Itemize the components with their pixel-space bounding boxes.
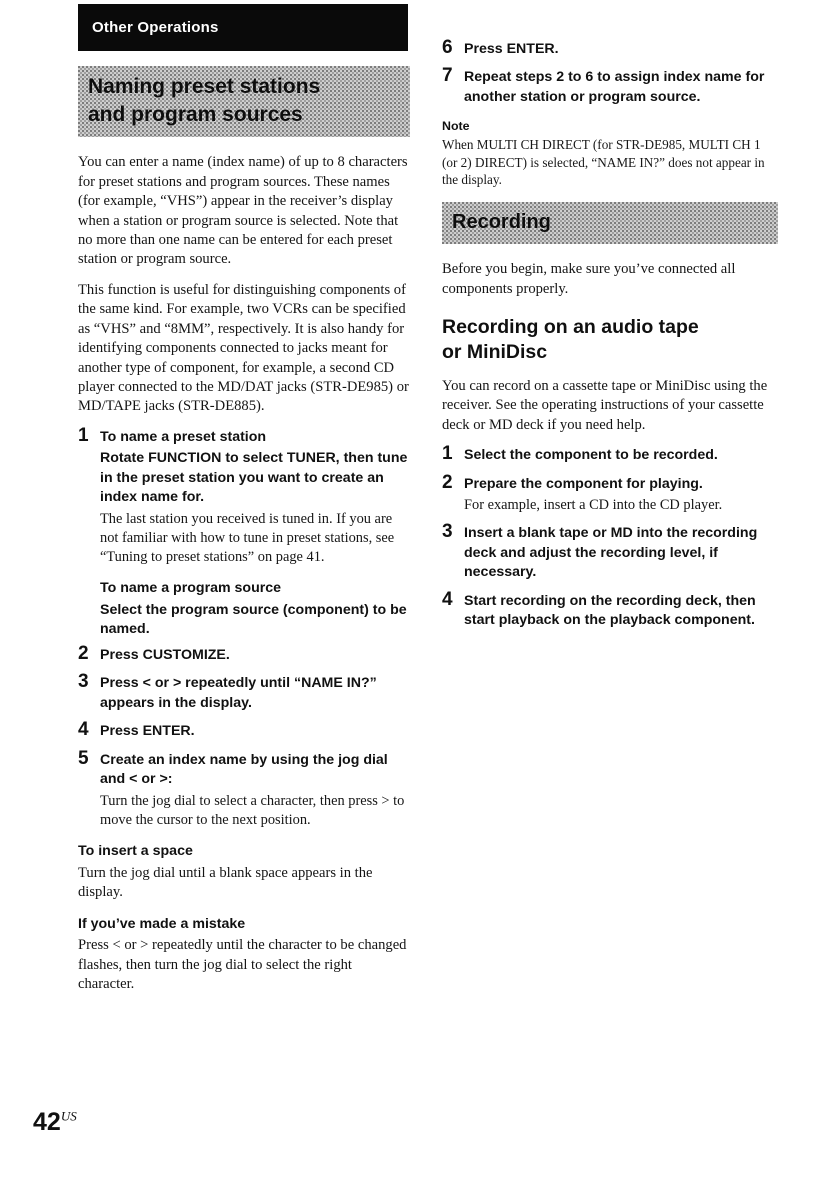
chapter-banner [78, 4, 408, 51]
step-heading: To name a preset station [100, 428, 267, 445]
note-text: When MULTI CH DIRECT (for STR-DE985, MULTI CH 1 (or 2) DIRECT) is selected, “NAME IN?” does not appear in the display. [442, 137, 765, 187]
section-title-line-2: and program sources [88, 102, 303, 126]
step-heading: Press ENTER. [464, 41, 559, 57]
note-label: Note [442, 119, 470, 134]
step-item [78, 747, 410, 830]
step-number: 2 [442, 471, 453, 493]
step-item [78, 642, 410, 665]
step-body: For example, insert a CD into the CD player. [464, 497, 723, 514]
step-heading: Create an index name by using the jog dial and < or >: [100, 751, 388, 788]
intro-paragraph-2: This function is useful for distinguishing components of the same kind. For example, two VCRs can be specified as “VHS” and “8MM”, respectively. It is also handy for identifying components connected to jacks meant for another type of component, for example, a second CD player connected to the MD/DAT jacks (STR-DE985) or MD/TAPE jacks (STR-DE885). [78, 281, 409, 415]
step-number: 2 [78, 642, 89, 664]
step-item [442, 65, 778, 107]
step-heading: Select the component to be recorded. [464, 447, 718, 464]
step-item [442, 588, 778, 631]
step-number: 4 [442, 588, 453, 610]
page-number-suffix: US [60, 1108, 77, 1124]
step-item [78, 671, 410, 713]
step-heading: Insert a blank tape or MD into the recording deck and adjust the recording level, if necessary. [464, 525, 758, 581]
step-heading: Start recording on the recording deck, then start playback on the playback component. [464, 592, 756, 629]
chapter-banner-title: Other Operations [92, 19, 219, 36]
page-number [33, 1108, 77, 1137]
step-heading: Press < or > repeatedly until “NAME IN?” appears in the display. [100, 675, 377, 711]
page-number-value: 42 [33, 1108, 61, 1136]
step-heading: Prepare the component for playing. [464, 475, 703, 492]
recording-intro: Before you begin, make sure you’ve connected all components properly. [442, 261, 736, 297]
step-number: 5 [78, 747, 89, 769]
step-heading: Press ENTER. [100, 723, 195, 740]
step-item [442, 521, 778, 582]
intro-paragraph-1: You can enter a name (index name) of up to 8 characters for preset stations and program sources. These names (for example, “VHS”) appear in the receiver’s display when a station or program source is selected. Note that no more than one name can be entered for each preset station or program source. [78, 154, 408, 268]
insert-space-heading: To insert a space [78, 842, 193, 859]
section-title-recording [442, 202, 778, 244]
section-title-recording-text: Recording [452, 210, 551, 233]
section-title-line-1: Naming preset stations [88, 75, 321, 98]
step-number: 1 [78, 424, 89, 446]
step-item [442, 37, 778, 59]
step-heading: Repeat steps 2 to 6 to assign index name for another station or program source. [464, 69, 765, 105]
step-number: 3 [442, 521, 453, 543]
step-item [78, 719, 410, 741]
program-source-body: Select the program source (component) to be named. [100, 601, 407, 638]
step-number: 3 [78, 671, 89, 693]
step-number: 7 [442, 65, 453, 87]
step-body: Turn the jog dial to select a character, then press > to move the cursor to the next position. [100, 792, 405, 828]
step-heading: Press CUSTOMIZE. [100, 646, 230, 663]
recording-subheading [442, 315, 778, 365]
step-item [442, 471, 778, 516]
program-source-heading: To name a program source [100, 580, 282, 596]
mistake-body: Press < or > repeatedly until the character to be changed flashes, then turn the jog dial to select the right character. [78, 937, 407, 993]
right-column [442, 37, 778, 639]
section-title-naming [78, 66, 410, 137]
recording-subheading-line-2: or MiniDisc [442, 340, 548, 363]
step-item [442, 443, 778, 465]
recording-body: You can record on a cassette tape or MiniDisc using the receiver. See the operating instructions of your cassette deck or MD deck if you need help. [442, 377, 768, 433]
step-heading-secondary: Rotate FUNCTION to select TUNER, then tune in the preset station you want to create an index name for. [100, 450, 408, 506]
insert-space-body: Turn the jog dial until a blank space appears in the display. [78, 864, 373, 901]
step-item [78, 424, 410, 567]
step-body: The last station you received is tuned in. If you are not familiar with how to tune in preset stations, see “Tuning to preset stations” on page 41. [100, 510, 395, 565]
mistake-heading: If you’ve made a mistake [78, 915, 246, 932]
left-column [78, 66, 410, 1006]
step-number: 6 [442, 37, 453, 58]
recording-subheading-line-1: Recording on an audio tape [442, 316, 699, 339]
step-number: 4 [78, 719, 89, 741]
step-number: 1 [442, 443, 453, 465]
